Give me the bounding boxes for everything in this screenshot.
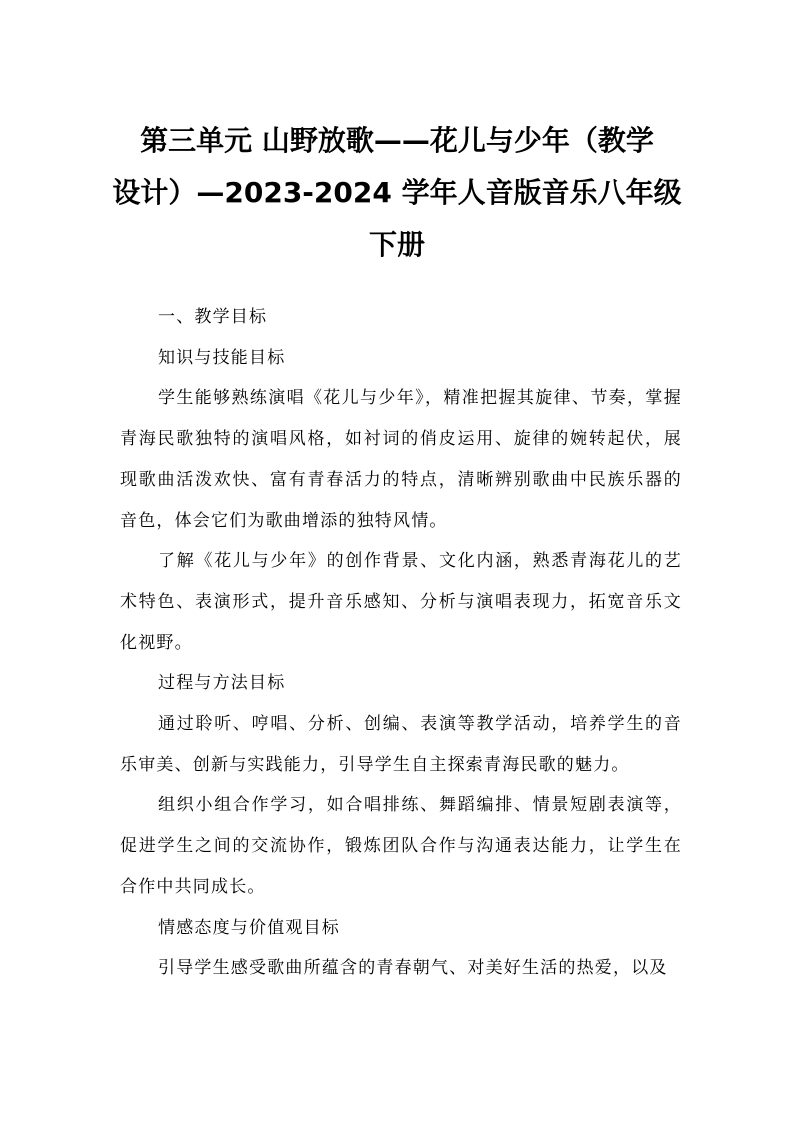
paragraph-knowledge-1: 学生能够熟练演唱《花儿与少年》，精准把握其旋律、节奏，掌握青海民歌独特的演唱风格，如衬词的俏皮运用、旋律的婉转起伏，展现歌曲活泼欢快、富有青春活力的特点，清晰辨别歌曲中民族乐器的音色，体会它们为歌曲增添的独特风情。 [120, 388, 682, 531]
document-body [120, 297, 682, 989]
subheading-process-methods: 过程与方法目标 [158, 673, 286, 694]
subheading-emotion-values: 情感态度与价值观目标 [158, 917, 340, 938]
paragraph-process-1: 通过聆听、哼唱、分析、创编、表演等教学活动，培养学生的音乐审美、创新与实践能力，引导学生自主探索青海民歌的魅力。 [120, 714, 682, 775]
title-line-3: 下册 [368, 228, 425, 261]
title-line-1: 第三单元 山野放歌——花儿与少年（教学 [140, 124, 654, 157]
subheading-knowledge-skills: 知识与技能目标 [158, 347, 286, 368]
section-heading-teaching-goals: 一、教学目标 [158, 307, 268, 327]
title-line-2: 设计）—2023-2024 学年人音版音乐八年级 [112, 176, 682, 209]
paragraph-process-2: 组织小组合作学习，如合唱排练、舞蹈编排、情景短剧表演等，促进学生之间的交流协作，锻炼团队合作与沟通表达能力，让学生在合作中共同成长。 [120, 795, 682, 897]
paragraph-knowledge-2: 了解《花儿与少年》的创作背景、文化内涵，熟悉青海花儿的艺术特色、表演形式，提升音乐感知、分析与演唱表现力，拓宽音乐文化视野。 [120, 551, 682, 653]
document-title [110, 115, 684, 271]
paragraph-emotion-1: 引导学生感受歌曲所蕴含的青春朝气、对美好生活的热爱，以及 [158, 958, 668, 979]
